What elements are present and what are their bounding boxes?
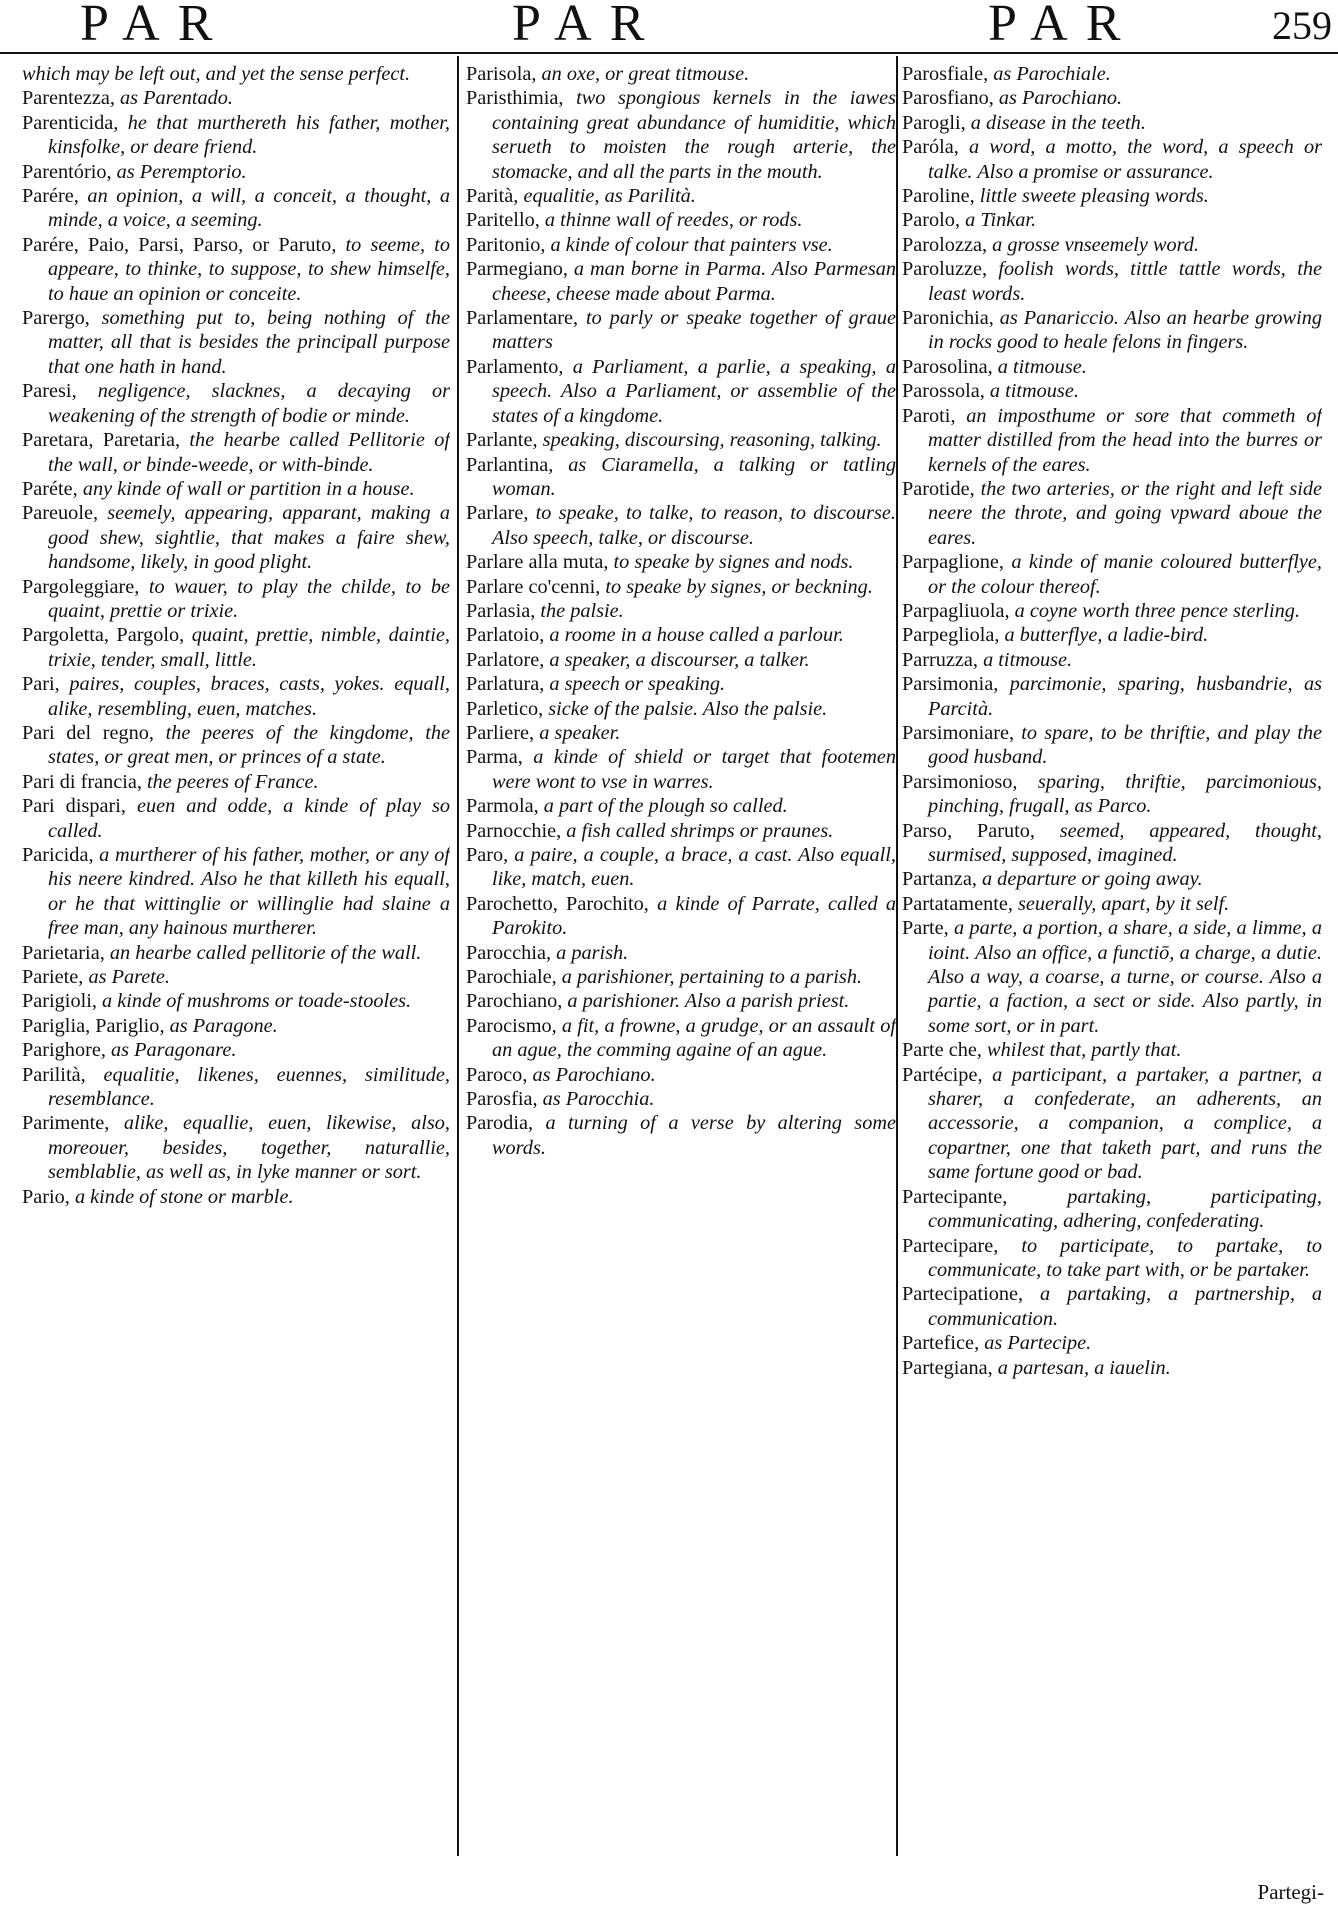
header-left: PAR [80,0,231,52]
entry-headword: Parte che, [902,1039,982,1062]
entry-headword: Pareuole, [22,502,99,525]
column-rule [896,56,898,1856]
dictionary-entry [22,111,450,160]
entry-headword: Parigioli, [22,990,97,1013]
entry-definition: a roome in a house called a parlour. [544,624,844,647]
dictionary-entry [466,843,896,892]
entry-definition: two spongious kernels in the iawes containing great abundance of humiditie, which serueth to moisten the rough arterie, the stomacke, and all the parts in the mouth. [492,87,896,183]
dictionary-entry [22,672,450,721]
entry-definition: a kinde of mushroms or toade-stooles. [96,990,412,1013]
dictionary-entry [466,745,896,794]
entry-headword: Paroti, [902,404,956,427]
entry-headword: Paronichia, [902,307,994,330]
entry-headword: Parlamentare, [466,307,579,330]
entry-headword: Parochetto, Parochito, [466,892,649,915]
entry-definition: a disease in the teeth. [965,111,1146,134]
dictionary-entry [902,1356,1322,1380]
entry-definition: a partaking, a partnership, a communication. [928,1283,1322,1330]
dictionary-entry [466,819,896,843]
dictionary-entry [902,892,1322,916]
entry-definition: a kinde of colour that painters vse. [545,233,833,256]
entry-definition: the two arteries, or the right and left side neere the throte, and going vpward aboue the eares. [928,477,1322,549]
entry-headword: Parére, Paio, Parsi, Parso, or Paruto, [22,233,337,256]
entry-definition: the peeres of the kingdome, the states, or great men, or princes of a state. [48,721,450,769]
entry-definition: something put to, being nothing of the matter, all that is besides the principall purpose that one hath in hand. [48,307,450,378]
dictionary-entry [902,208,1322,232]
entry-definition: to speake by signes and nods. [608,551,854,574]
entry-definition: as Ciaramella, a talking or tatling woman. [492,453,896,500]
entry-definition: negligence, slacknes, a decaying or weakening of the strength of bodie or minde. [48,380,450,427]
entry-headword: Parsimonioso, [902,770,1018,793]
entry-headword: Parocchia, [466,941,552,964]
dictionary-entry [902,1331,1322,1355]
dictionary-entry [902,770,1322,819]
entry-definition: as Parete. [83,966,170,989]
dictionary-column-2 [466,62,896,1862]
dictionary-entry [466,501,896,550]
dictionary-entry [22,306,450,379]
entry-definition: a fish called shrimps or praunes. [561,819,834,842]
entry-headword: Partefice, [902,1332,980,1355]
entry-headword: Partegiana, [902,1356,993,1379]
dictionary-entry [466,208,896,232]
entry-definition: a parte, a portion, a share, a side, a limme, a ioint. Also an office, a functiō, a charge, a dutie. Also a way, a coarse, a turne, or course. Also a partie, a faction, a sect or side. Also partly, in some sort, or in part. [928,917,1322,1037]
entry-headword: Parére [22,185,74,208]
dictionary-entry [902,404,1322,477]
dictionary-entry [902,135,1322,184]
entry-definition: a Tinkar. [960,209,1037,232]
entry-definition: a parish. [551,941,629,964]
entry-definition: the hearbe called Pellitorie of the wall, or binde-weede, or with-binde. [48,429,450,476]
entry-headword: Pari, [22,673,60,696]
dictionary-entry [466,672,896,696]
entry-headword: Pariete, [22,966,84,989]
dictionary-entry [902,721,1322,770]
entry-definition: as Panariccio. Also an hearbe growing in rocks good to heale felons in fingers. [928,307,1322,354]
entry-headword: Pariglia, Pariglio, [22,1014,165,1037]
entry-definition: sparing, thriftie, parcimonious, pinching, frugall, as Parco. [928,770,1322,818]
entry-definition: euen and odde, a kinde of play so called. [48,795,450,842]
entry-headword: Pargoletta, Pargolo, [22,624,185,647]
dictionary-entry [466,306,896,355]
entry-definition: a kinde of stone or marble. [69,1185,294,1208]
entry-definition: a titmouse. [984,380,1079,403]
entry-headword: Parogli, [902,111,966,134]
entry-headword: Parocismo, [466,1014,557,1037]
entry-definition: a speaker, a discourser, a talker. [544,648,810,671]
entry-definition: the palsie. [535,599,624,622]
entry-headword: Parlatoio, [466,624,545,647]
dictionary-entry [22,477,450,501]
dictionary-entry [22,989,450,1013]
entry-definition: a turning of a verse by altering some words. [492,1112,896,1159]
entry-headword: Parenticida [22,111,114,134]
entry-headword: Paritello, [466,209,540,232]
dictionary-entry [466,1111,896,1160]
entry-headword: Paroline, [902,185,975,208]
entry-headword: Parentezza, [22,87,115,110]
entry-headword: Parentório, [22,160,112,183]
entry-headword: Parosfiano, [902,87,994,110]
dictionary-entry [22,184,450,233]
dictionary-entry [902,379,1322,403]
entry-headword: Parnocchie, [466,819,562,842]
dictionary-entry [902,1185,1322,1234]
entry-headword: Parisola, [466,63,537,85]
dictionary-entry [22,770,450,794]
entry-headword: Parlatura, [466,673,545,696]
entry-headword: Partecipatione, [902,1283,1024,1306]
entry-headword: Parlante, [466,429,538,452]
dictionary-entry [22,1038,450,1062]
entry-definition: a butterflye, a ladie-bird. [999,624,1209,647]
entry-definition: an imposthume or sore that commeth of matter distilled from the head into the burres or kernels of the eares. [928,404,1322,476]
running-header [0,0,1338,54]
entry-definition: seemed, appeared, thought, surmised, supposed, imagined. [928,819,1322,866]
entry-definition: to parly or speake together of graue matters [492,307,896,354]
entry-definition: to spare, to be thriftie, and play the good husband. [928,721,1322,769]
entry-definition: a part of the plough so called. [538,795,788,818]
entry-headword: Parochiano, [466,990,563,1013]
dictionary-entry [466,599,896,623]
entry-headword: Pargoleggiare, [22,575,140,598]
entry-headword: Parlantina, [466,453,554,476]
entry-definition: to speake by signes, or beckning. [600,575,873,598]
dictionary-entry [466,550,896,574]
entry-definition: a departure or going away. [976,868,1203,891]
entry-definition: a man borne in Parma. Also Parmesan cheese, cheese made about Parma. [492,258,896,305]
dictionary-entry [22,428,450,477]
entry-definition: to speake, to talke, to reason, to discourse. Also speech, talke, or discourse. [492,502,896,549]
entry-headword: Parergo, [22,307,90,330]
entry-headword: Parpaglione, [902,551,1004,574]
dictionary-entry [902,1282,1322,1331]
dictionary-entry [466,721,896,745]
entry-definition: partaking, participating, communicating, adhering, confederating. [928,1185,1322,1233]
entry-definition: to participate, to partake, to communicate, to take part with, or be partaker. [928,1234,1322,1281]
dictionary-entry [22,501,450,574]
dictionary-entry [22,965,450,989]
dictionary-entry [902,599,1322,623]
dictionary-entry [466,892,896,941]
dictionary-entry [22,623,450,672]
entry-headword: Parso, Paruto, [902,819,1035,842]
dictionary-entry [22,62,450,86]
dictionary-entry [466,965,896,989]
dictionary-entry [902,62,1322,86]
dictionary-entry [902,1038,1322,1062]
entry-headword: Parlasia, [466,599,536,622]
entry-headword: Partanza, [902,868,977,891]
entry-definition: to wauer, to play the childe, to be quaint, prettie or trixie. [48,575,450,622]
dictionary-entry [902,86,1322,110]
entry-headword: Parlamento, [466,355,564,378]
entry-headword: Parimente, [22,1112,110,1135]
dictionary-entry [22,1014,450,1038]
dictionary-entry [22,379,450,428]
dictionary-entry [22,160,450,184]
entry-headword: Parpagliuola, [902,599,1010,622]
entry-definition: seuerally, apart, by it self. [1012,892,1230,915]
entry-definition: a paire, a couple, a brace, a cast. Also equall, like, match, euen. [492,844,896,891]
entry-headword: Paretara, Paretaria, [22,429,181,452]
entry-headword: Parlare alla muta, [466,551,609,574]
dictionary-entry [466,1087,896,1111]
entry-definition: as Parochiano. [993,87,1123,110]
entry-headword: Parlare co'cenni, [466,575,601,598]
dictionary-entry [22,233,450,306]
header-right: PAR [988,0,1139,52]
dictionary-entry [902,111,1322,135]
entry-definition: a kinde of Parrate, called a Parokito. [492,892,896,940]
dictionary-entry [22,721,450,770]
entry-headword: Parletico, [466,697,544,720]
dictionary-entry [902,257,1322,306]
entry-headword: Parlatore, [466,648,545,671]
dictionary-entry [902,648,1322,672]
entry-headword: Paristhimia, [466,87,564,110]
entry-definition: a kinde of shield or target that footemen were wont to vse in warres. [492,746,896,793]
entry-definition: a word, a motto, the word, a speech or talke. Also a promise or assurance. [928,136,1322,183]
entry-definition: a fit, a frowne, a grudge, or an assault of an ague, the comming againe of an ague. [492,1014,896,1062]
entry-headword: Pari del regno, [22,721,154,744]
entry-definition: a speech or speaking. [544,673,726,696]
dictionary-entry [902,355,1322,379]
dictionary-entry [466,623,896,647]
entry-headword: Parolozza, [902,233,988,256]
dictionary-column-1 [22,62,450,1862]
entry-headword: Paresi, [22,380,77,403]
entry-headword: Paróla, [902,136,959,159]
entry-definition: to seeme, to appeare, to thinke, to suppose, to shew himselfe, to haue an opinion or conceite. [48,233,450,305]
entry-definition: a titmouse. [978,648,1073,671]
entry-definition: a coyne worth three pence sterling. [1009,599,1301,622]
dictionary-entry [902,306,1322,355]
dictionary-entry [902,550,1322,599]
entry-headword: Parità, [466,185,519,208]
dictionary-entry [466,575,896,599]
entry-definition: which may be left out, and yet the sense perfect. [22,63,411,85]
entry-definition: alike, equallie, euen, likewise, also, moreouer, besides, together, naturallie, semblablie, as well as, in lyke manner or sort. [48,1112,450,1184]
entry-definition: as Paragonare. [105,1039,237,1062]
entry-headword: Parosolina, [902,355,993,378]
dictionary-entry [466,428,896,452]
entry-definition: a murtherer of his father, mother, or any of his neere kindred. Also he that killeth his equall, or he that wittinglie or willinglie had slaine a free man, any hainous murtherer. [48,844,450,940]
entry-headword: Partécipe, [902,1063,983,1086]
entry-headword: Paritonio, [466,233,546,256]
dictionary-entry [22,1111,450,1184]
entry-headword: Pari dispari, [22,795,126,818]
dictionary-entry [466,62,896,86]
dictionary-entry [466,453,896,502]
entry-headword: Paréte, [22,477,78,500]
entry-definition: sicke of the palsie. Also the palsie. [543,697,828,720]
entry-definition: whilest that, partly that. [981,1039,1182,1062]
dictionary-entry [466,184,896,208]
entry-headword: Parliere, [466,721,535,744]
entry-definition: an oxe, or great titmouse. [536,63,750,85]
entry-definition: as Parochiale. [988,63,1111,85]
dictionary-column-3 [902,62,1322,1862]
dictionary-entry [902,477,1322,550]
header-middle: PAR [512,0,663,52]
entry-definition: quaint, prettie, nimble, daintie, trixie, tender, small, little. [48,624,450,671]
entry-definition: as Parocchia. [537,1088,655,1111]
entry-headword: Parmegiano, [466,258,568,281]
dictionary-entry [466,989,896,1013]
entry-headword: Parruzza, [902,648,979,671]
entry-headword: Paro, [466,844,509,866]
entry-headword: Parosfia, [466,1088,538,1111]
entry-definition: as Parentado. [114,87,234,110]
entry-definition: a parishioner. Also a parish priest. [562,990,850,1013]
dictionary-entry [466,1014,896,1063]
entry-headword: Partatamente, [902,892,1013,915]
dictionary-entry [902,672,1322,721]
entry-definition: a grosse vnseemely word. [987,233,1200,256]
dictionary-entry [466,794,896,818]
entry-definition: foolish words, tittle tattle words, the least words. [928,258,1322,305]
dictionary-entry [22,575,450,624]
dictionary-entry [22,794,450,843]
entry-headword: Parlare, [466,502,529,525]
entry-headword: Parsimoniare, [902,721,1015,744]
dictionary-entry [902,1234,1322,1283]
entry-headword: Parodia, [466,1112,534,1135]
entry-headword: Parighore, [22,1039,106,1062]
entry-headword: Pari di francia, [22,770,142,793]
dictionary-entry [22,941,450,965]
entry-headword: Paroco, [466,1063,528,1086]
dictionary-entry [22,1063,450,1112]
entry-headword: Parosfiale, [902,63,989,85]
entry-definition: a parishioner, pertaining to a parish. [556,966,863,989]
entry-definition: equalitie, as Parilità. [518,185,696,208]
entry-definition: any kinde of wall or partition in a house. [77,477,415,500]
entry-headword: Pario, [22,1185,70,1208]
entry-headword: Partecipante, [902,1185,1008,1208]
entry-definition: a kinde of manie coloured butterflye, or the colour thereof. [928,551,1322,598]
entry-definition: as Paragone. [164,1014,278,1037]
entry-definition: little sweete pleasing words. [974,185,1209,208]
entry-definition: a speaker. [534,721,621,744]
entry-headword: Paricida, [22,844,94,866]
dictionary-entry [902,867,1322,891]
entry-headword: Parochiale, [466,966,557,989]
dictionary-entry [22,843,450,941]
entry-definition: speaking, discoursing, reasoning, talking. [537,429,882,452]
entry-headword: Paroluzze, [902,258,988,281]
dictionary-entry [902,623,1322,647]
entry-headword: Partecipare, [902,1234,999,1257]
entry-definition: as Partecipe. [979,1332,1092,1355]
dictionary-entry [902,1063,1322,1185]
dictionary-entry [902,184,1322,208]
dictionary-entry [466,86,896,184]
entry-definition: a participant, a partaker, a partner, a sharer, a confederate, an adherents, an accessorie, a companion, a complice, a copartner, one that taketh part, and runs the same fortune good or bad. [928,1063,1322,1184]
dictionary-entry [466,233,896,257]
entry-definition: the peeres of France. [141,770,319,793]
entry-definition: seemely, appearing, apparant, making a good shew, sightlie, that makes a faire shew, handsome, likely, in good plight. [48,502,450,574]
dictionary-entry [902,233,1322,257]
dictionary-entry [466,648,896,672]
entry-definition: an hearbe called pellitorie of the wall. [104,941,422,964]
entry-headword: Parte, [902,917,949,940]
column-rule [457,56,459,1856]
dictionary-entry [466,355,896,428]
dictionary-entry [902,819,1322,868]
entry-definition: as Parochiano. [527,1063,656,1086]
entry-headword: Parma, [466,746,523,769]
entry-headword: Parmola, [466,795,539,818]
dictionary-entry [466,257,896,306]
entry-headword: Parotide, [902,477,975,500]
entry-headword: Parsimonia, [902,673,999,696]
entry-definition: as Peremptorio. [111,160,247,183]
entry-definition: a partesan, a iauelin. [992,1356,1171,1379]
entry-definition: paires, couples, braces, casts, yokes. equall, alike, resembling, euen, matches. [48,673,450,720]
dictionary-entry [902,916,1322,1038]
dictionary-entry [22,86,450,110]
entry-definition: a Parliament, a parlie, a speaking, a speech. Also a Parliament, or assemblie of the states of a kingdome. [492,355,896,427]
entry-definition: a titmouse. [992,355,1087,378]
entry-headword: Parolo, [902,209,961,232]
entry-definition: a thinne wall of reedes, or rods. [539,209,803,232]
entry-definition: , he that murthereth his father, mother, kinsfolke, or deare friend. [48,111,450,159]
page-number: 259 [1272,3,1332,48]
entry-definition: , an opinion, a will, a conceit, a thought, a minde, a voice, a seeming. [48,185,450,232]
dictionary-entry [22,1185,450,1209]
catchword: Partegi- [1257,1880,1324,1904]
dictionary-entry [466,941,896,965]
entry-definition: parcimonie, sparing, husbandrie, as Parcità. [928,673,1322,720]
entry-definition: equalitie, likenes, euennes, similitude, resemblance. [48,1063,450,1111]
dictionary-entry [466,697,896,721]
entry-headword: Parietaria, [22,941,105,964]
dictionary-entry [466,1063,896,1087]
entry-headword: Parilità, [22,1063,86,1086]
entry-headword: Parossola, [902,380,985,403]
entry-headword: Parpegliola, [902,624,1000,647]
